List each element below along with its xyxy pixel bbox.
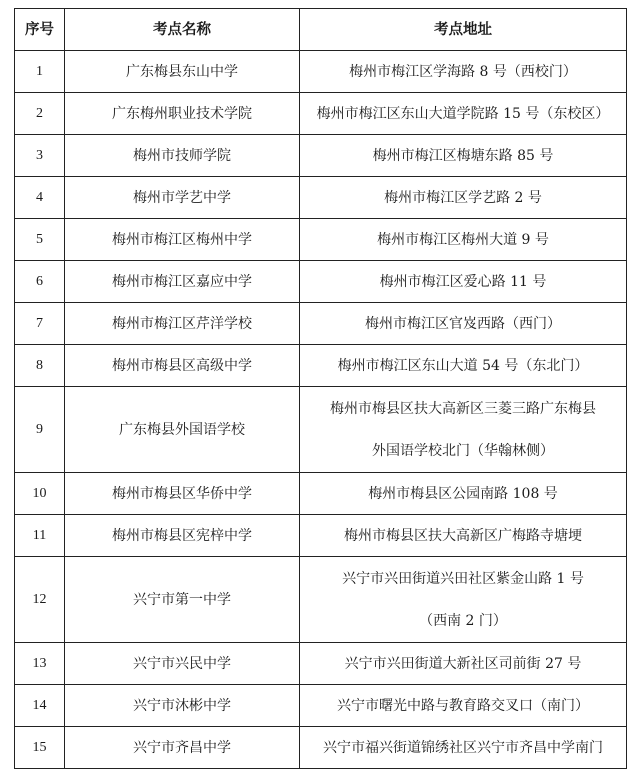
address-line: 梅州市梅江区学艺路 2 号 xyxy=(384,189,542,206)
site-address xyxy=(300,387,627,473)
table-row xyxy=(15,93,627,135)
address-line: 梅州市梅县区公园南路 108 号 xyxy=(368,485,558,502)
address-line: 梅州市梅江区梅塘东路 85 号 xyxy=(372,147,554,164)
site-name: 梅州市梅江区芹洋学校 xyxy=(65,303,300,345)
table-row xyxy=(15,219,627,261)
address-line: 外国语学校北门（华翰林侧） xyxy=(372,442,554,459)
site-name: 兴宁市齐昌中学 xyxy=(65,727,300,769)
site-address xyxy=(300,345,627,387)
address-line: 兴宁市曙光中路与教育路交叉口（南门） xyxy=(337,697,589,714)
site-address xyxy=(300,135,627,177)
row-index: 3 xyxy=(15,135,65,177)
table-row xyxy=(15,727,627,769)
address-line: 梅州市梅江区东山大道 54 号（东北门） xyxy=(337,357,589,374)
site-name: 广东梅州职业技术学院 xyxy=(65,93,300,135)
row-index: 7 xyxy=(15,303,65,345)
site-address xyxy=(300,473,627,515)
row-index: 1 xyxy=(15,51,65,93)
site-name: 兴宁市兴民中学 xyxy=(65,643,300,685)
header-row xyxy=(15,9,627,51)
header-address: 考点地址 xyxy=(300,9,627,51)
site-address xyxy=(300,303,627,345)
address-line: 梅州市梅江区东山大道学院路 15 号（东校区） xyxy=(316,105,610,122)
site-address xyxy=(300,685,627,727)
site-name: 梅州市学艺中学 xyxy=(65,177,300,219)
row-index: 4 xyxy=(15,177,65,219)
row-index: 5 xyxy=(15,219,65,261)
row-index: 13 xyxy=(15,643,65,685)
address-line: 梅州市梅江区官岌西路（西门） xyxy=(365,315,561,332)
row-index: 10 xyxy=(15,473,65,515)
address-line: 梅州市梅江区学海路 8 号（西校门） xyxy=(349,63,577,80)
site-name: 梅州市梅县区高级中学 xyxy=(65,345,300,387)
table-row xyxy=(15,387,627,473)
site-name: 梅州市梅江区嘉应中学 xyxy=(65,261,300,303)
header-index: 序号 xyxy=(15,9,65,51)
site-address xyxy=(300,643,627,685)
row-index: 8 xyxy=(15,345,65,387)
address-line: 梅州市梅江区爱心路 11 号 xyxy=(379,273,547,290)
site-address xyxy=(300,51,627,93)
site-name: 兴宁市沐彬中学 xyxy=(65,685,300,727)
site-name: 梅州市技师学院 xyxy=(65,135,300,177)
table-row xyxy=(15,473,627,515)
row-index: 2 xyxy=(15,93,65,135)
site-name: 梅州市梅县区华侨中学 xyxy=(65,473,300,515)
address-line: （西南 2 门） xyxy=(419,612,507,629)
exam-sites-table xyxy=(14,8,627,769)
site-name: 兴宁市第一中学 xyxy=(65,557,300,643)
site-address xyxy=(300,727,627,769)
table-row xyxy=(15,685,627,727)
row-index: 6 xyxy=(15,261,65,303)
address-line: 兴宁市兴田街道大新社区司前街 27 号 xyxy=(344,655,582,672)
row-index: 12 xyxy=(15,557,65,643)
table-row xyxy=(15,135,627,177)
site-name: 梅州市梅江区梅州中学 xyxy=(65,219,300,261)
table-row xyxy=(15,643,627,685)
site-address xyxy=(300,93,627,135)
row-index: 14 xyxy=(15,685,65,727)
site-name: 梅州市梅县区宪梓中学 xyxy=(65,515,300,557)
site-address xyxy=(300,261,627,303)
site-address xyxy=(300,515,627,557)
header-name: 考点名称 xyxy=(65,9,300,51)
site-name: 广东梅县东山中学 xyxy=(65,51,300,93)
table-row xyxy=(15,515,627,557)
row-index: 15 xyxy=(15,727,65,769)
table-row xyxy=(15,51,627,93)
address-line: 梅州市梅江区梅州大道 9 号 xyxy=(377,231,549,248)
site-address xyxy=(300,557,627,643)
address-line: 梅州市梅县区扶大高新区三菱三路广东梅县 xyxy=(330,400,596,417)
row-index: 11 xyxy=(15,515,65,557)
table-body xyxy=(15,51,627,769)
table-row xyxy=(15,261,627,303)
table-row xyxy=(15,345,627,387)
table-row xyxy=(15,177,627,219)
site-name: 广东梅县外国语学校 xyxy=(65,387,300,473)
site-address xyxy=(300,219,627,261)
address-line: 兴宁市兴田街道兴田社区紫金山路 1 号 xyxy=(342,570,584,587)
table-row xyxy=(15,557,627,643)
address-line: 兴宁市福兴街道锦绣社区兴宁市齐昌中学南门 xyxy=(323,739,603,756)
row-index: 9 xyxy=(15,387,65,473)
table-row xyxy=(15,303,627,345)
site-address xyxy=(300,177,627,219)
address-line: 梅州市梅县区扶大高新区广梅路寺塘埂 xyxy=(344,527,582,544)
